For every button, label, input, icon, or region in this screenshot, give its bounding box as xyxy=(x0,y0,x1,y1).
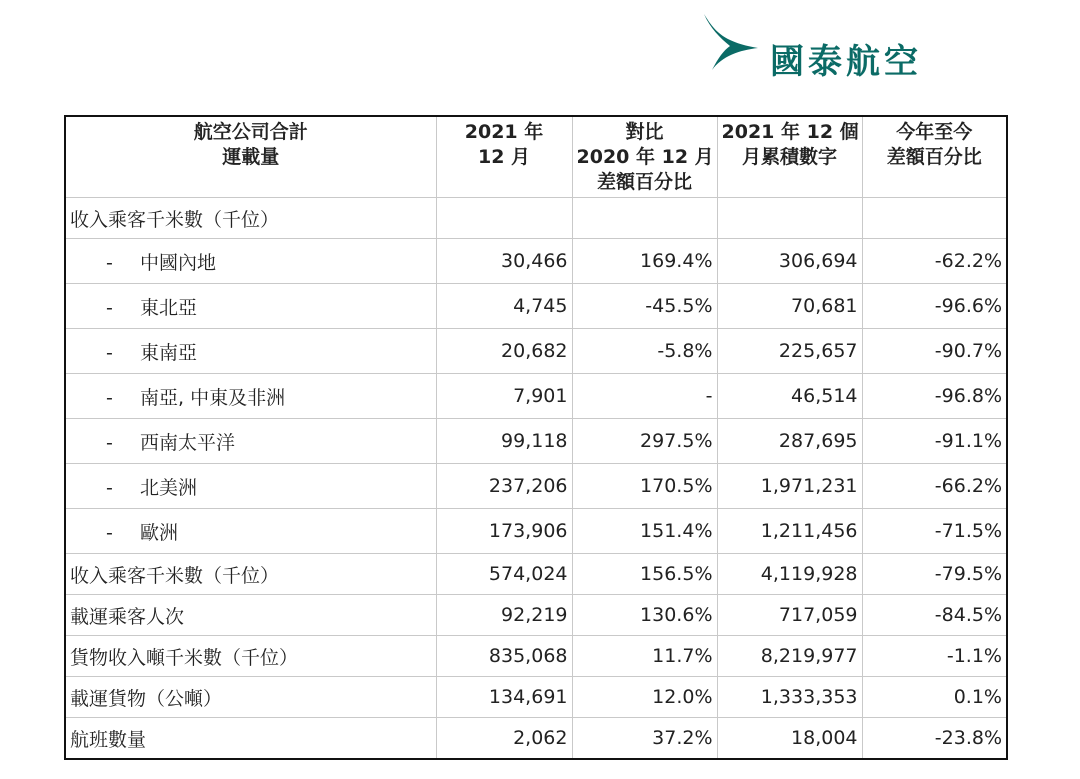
cell-dec2021: 2,062 xyxy=(436,718,572,760)
cell-ytd: 70,681 xyxy=(717,284,862,329)
cell-ytd: 1,211,456 xyxy=(717,509,862,554)
region-label: 東南亞 xyxy=(140,341,198,364)
cell-ytd: 1,971,231 xyxy=(717,464,862,509)
cell-ytd-change: -66.2% xyxy=(862,464,1007,509)
region-label: 中國內地 xyxy=(140,251,217,274)
bullet-dash: - xyxy=(106,521,113,544)
cell-dec2021: 835,068 xyxy=(436,636,572,677)
cell-ytd-change: -96.6% xyxy=(862,284,1007,329)
cell-dec2021: 574,024 xyxy=(436,554,572,595)
logo-text: 國泰航空 xyxy=(770,42,922,82)
cell-vs2020: -45.5% xyxy=(572,284,717,329)
cell-ytd-change: -90.7% xyxy=(862,329,1007,374)
bullet-dash: - xyxy=(106,431,113,454)
region-label: 歐洲 xyxy=(140,521,179,544)
section-header-row xyxy=(65,198,1007,239)
cell-ytd-change: -62.2% xyxy=(862,239,1007,284)
row-label xyxy=(65,509,436,554)
cell-ytd-change: -91.1% xyxy=(862,419,1007,464)
table-row xyxy=(65,329,1007,374)
cell-vs2020: 156.5% xyxy=(572,554,717,595)
row-label: 貨物收入噸千米數（千位） xyxy=(65,636,436,677)
cell-ytd-change: -96.8% xyxy=(862,374,1007,419)
cell-vs2020: 11.7% xyxy=(572,636,717,677)
table-row xyxy=(65,509,1007,554)
row-label: 載運乘客人次 xyxy=(65,595,436,636)
cell-ytd: 8,219,977 xyxy=(717,636,862,677)
bullet-dash: - xyxy=(106,251,113,274)
cell-ytd: 4,119,928 xyxy=(717,554,862,595)
cell-ytd-change: -79.5% xyxy=(862,554,1007,595)
cell-ytd: 18,004 xyxy=(717,718,862,760)
region-label: 北美洲 xyxy=(140,476,198,499)
cell-ytd-change: -84.5% xyxy=(862,595,1007,636)
row-label xyxy=(65,464,436,509)
cell-ytd-change: 0.1% xyxy=(862,677,1007,718)
table-row xyxy=(65,636,1007,677)
table-row xyxy=(65,677,1007,718)
cell-dec2021: 92,219 xyxy=(436,595,572,636)
cell-ytd: 225,657 xyxy=(717,329,862,374)
cell-vs2020: - xyxy=(572,374,717,419)
header-category: 航空公司合計 運載量 xyxy=(65,116,436,198)
header-ytd-change: 今年至今 差額百分比 xyxy=(862,116,1007,198)
row-label: 收入乘客千米數（千位） xyxy=(65,554,436,595)
bullet-dash: - xyxy=(106,296,113,319)
cell-ytd-change: -1.1% xyxy=(862,636,1007,677)
bullet-dash: - xyxy=(106,476,113,499)
cell-ytd: 717,059 xyxy=(717,595,862,636)
brushwing-logo-icon xyxy=(700,12,764,74)
table-row xyxy=(65,239,1007,284)
table-row xyxy=(65,374,1007,419)
header-row xyxy=(65,116,1007,198)
cell-dec2021: 237,206 xyxy=(436,464,572,509)
table-row xyxy=(65,718,1007,760)
section-label: 收入乘客千米數（千位） xyxy=(65,198,436,239)
cell-vs2020: 12.0% xyxy=(572,677,717,718)
table-row xyxy=(65,554,1007,595)
row-label xyxy=(65,284,436,329)
header-ytd: 2021 年 12 個 月累積數字 xyxy=(717,116,862,198)
cathay-pacific-logo xyxy=(700,12,940,82)
cell-dec2021: 173,906 xyxy=(436,509,572,554)
cell-vs2020: 37.2% xyxy=(572,718,717,760)
row-label xyxy=(65,329,436,374)
row-label xyxy=(65,419,436,464)
bullet-dash: - xyxy=(106,341,113,364)
cell-ytd: 287,695 xyxy=(717,419,862,464)
header-dec-2021: 2021 年 12 月 xyxy=(436,116,572,198)
cell-vs2020: 130.6% xyxy=(572,595,717,636)
cell-dec2021: 99,118 xyxy=(436,419,572,464)
cell-dec2021: 7,901 xyxy=(436,374,572,419)
cell-ytd-change: -23.8% xyxy=(862,718,1007,760)
table-row xyxy=(65,419,1007,464)
row-label xyxy=(65,374,436,419)
cell-vs2020: 297.5% xyxy=(572,419,717,464)
region-label: 西南太平洋 xyxy=(140,431,236,454)
cell-dec2021: 4,745 xyxy=(436,284,572,329)
cell-vs2020: 151.4% xyxy=(572,509,717,554)
row-label xyxy=(65,239,436,284)
region-label: 東北亞 xyxy=(140,296,198,319)
cell-vs2020: -5.8% xyxy=(572,329,717,374)
region-label: 南亞, 中東及非洲 xyxy=(140,386,286,409)
bullet-dash: - xyxy=(106,386,113,409)
row-label: 載運貨物（公噸） xyxy=(65,677,436,718)
table-row xyxy=(65,595,1007,636)
table-row xyxy=(65,284,1007,329)
row-label: 航班數量 xyxy=(65,718,436,760)
cell-dec2021: 20,682 xyxy=(436,329,572,374)
cell-vs2020: 170.5% xyxy=(572,464,717,509)
cell-dec2021: 134,691 xyxy=(436,677,572,718)
header-vs-2020: 對比 2020 年 12 月 差額百分比 xyxy=(572,116,717,198)
cell-vs2020: 169.4% xyxy=(572,239,717,284)
traffic-statistics-table xyxy=(64,115,1008,760)
cell-ytd: 1,333,353 xyxy=(717,677,862,718)
table-row xyxy=(65,464,1007,509)
cell-ytd: 46,514 xyxy=(717,374,862,419)
cell-ytd-change: -71.5% xyxy=(862,509,1007,554)
cell-ytd: 306,694 xyxy=(717,239,862,284)
cell-dec2021: 30,466 xyxy=(436,239,572,284)
